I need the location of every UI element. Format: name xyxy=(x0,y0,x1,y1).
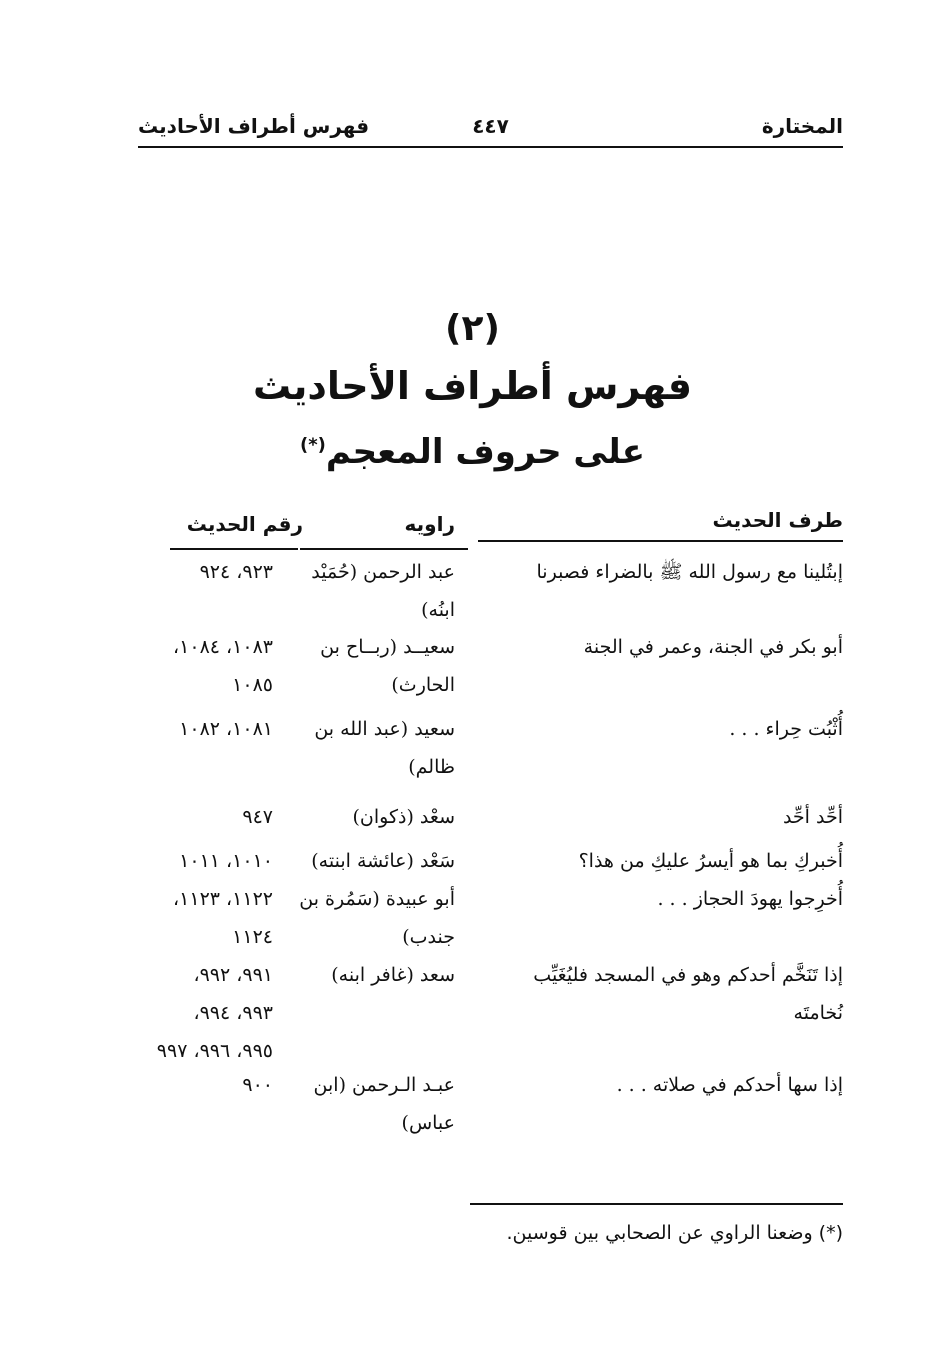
number-cell xyxy=(131,956,273,1070)
header-book-title: المختارة xyxy=(761,114,843,138)
number-cell-line: ١٠١٠، ١٠١١ xyxy=(179,850,273,872)
rawi-cell-line: عبـد الـرحمن (ابن xyxy=(313,1074,455,1096)
column-heading-rawi: راويه xyxy=(404,512,455,536)
number-cell-line: ٩٠٠ xyxy=(242,1074,273,1096)
number-cell-line: ١٠٨١، ١٠٨٢ xyxy=(179,718,273,740)
rawi-cell xyxy=(295,842,455,880)
hadith-cell-line: أُخبركِ بما هو أيسرُ عليكِ من هذا؟ xyxy=(578,850,843,872)
rawi-cell-line: ابنُه) xyxy=(421,599,455,621)
hadith-cell-line: أُثْبُت حِراء . . . xyxy=(729,718,843,740)
footnote-rule xyxy=(470,1203,843,1205)
rawi-cell-line: الحارث) xyxy=(391,674,455,696)
rawi-cell-line: أبو عبيدة (سَمُرة بن xyxy=(299,888,455,910)
hadith-cell xyxy=(493,628,843,666)
number-cell xyxy=(131,1066,273,1104)
hadith-cell xyxy=(493,956,843,1032)
number-cell-line: ١٠٨٣، ١٠٨٤، xyxy=(173,636,273,658)
rawi-cell-line: سعْد (ذكوان) xyxy=(352,806,455,828)
rawi-cell-line: سعد (غافر ابنه) xyxy=(331,964,455,986)
number-cell-line: ٩٩١، ٩٩٢، xyxy=(193,964,273,986)
number-cell-line: ١١٢٤ xyxy=(232,926,273,948)
hadith-cell-line: أُخرِجوا يهودَ الحجاز . . . xyxy=(657,888,843,910)
hadith-cell-line: إذا سها أحدكم في صلاته . . . xyxy=(616,1074,843,1096)
number-cell xyxy=(131,798,273,836)
rawi-cell xyxy=(295,798,455,836)
hadith-cell-line: إبتُلينا مع رسول الله ﷺ بالضراء فصبرنا xyxy=(536,561,843,583)
hadith-cell xyxy=(493,710,843,748)
hadith-cell xyxy=(493,553,843,591)
rawi-cell-line: جندب) xyxy=(402,926,455,948)
hadith-cell-line: نُخامتَه xyxy=(793,1002,843,1024)
hadith-cell xyxy=(493,798,843,836)
header-rule xyxy=(138,146,843,148)
page-number: ٤٤٧ xyxy=(472,114,509,138)
rawi-cell-line: عبد الرحمن (حُمَيْد xyxy=(311,561,455,583)
number-cell-line: ٩٩٥، ٩٩٦، ٩٩٧ xyxy=(156,1040,273,1062)
rawi-cell xyxy=(295,956,455,994)
number-cell xyxy=(131,628,273,704)
number-cell-line: ١٠٨٥ xyxy=(232,674,273,696)
hadith-cell xyxy=(493,880,843,918)
column-rule-number xyxy=(170,548,298,550)
column-heading-number: رقم الحديث xyxy=(186,512,303,536)
rawi-cell xyxy=(295,710,455,786)
number-cell xyxy=(131,842,273,880)
number-cell xyxy=(131,553,273,591)
rawi-cell xyxy=(295,1066,455,1142)
section-subtitle xyxy=(0,432,945,472)
hadith-cell xyxy=(493,1066,843,1104)
number-cell xyxy=(131,710,273,748)
number-cell-line: ٩٩٣، ٩٩٤، xyxy=(193,1002,273,1024)
footnote: (*) وضعنا الراوي عن الصحابي بين قوسين. xyxy=(506,1222,843,1244)
header-index-title: فهرس أطراف الأحاديث xyxy=(138,114,370,138)
footnote-marker: (*) xyxy=(300,434,326,456)
rawi-cell xyxy=(295,553,455,629)
rawi-cell-line: عباس) xyxy=(401,1112,455,1134)
rawi-cell-line: ظالم) xyxy=(408,756,455,778)
rawi-cell-line: سعيد (عبد الله بن xyxy=(314,718,455,740)
section-subtitle-text: على حروف المعجم xyxy=(325,432,645,472)
rawi-cell xyxy=(295,628,455,704)
running-header xyxy=(138,108,843,144)
hadith-cell-line: إذا تَنَخَّم أحدكم وهو في المسجد فليُغَيِّب xyxy=(533,964,843,986)
rawi-cell xyxy=(295,880,455,956)
hadith-cell xyxy=(493,842,843,880)
hadith-cell-line: أحِّد أحِّد xyxy=(782,806,843,828)
number-cell-line: ٩٢٣، ٩٢٤ xyxy=(199,561,273,583)
number-cell-line: ٩٤٧ xyxy=(242,806,273,828)
section-title: فهرس أطراف الأحاديث xyxy=(252,364,693,408)
number-cell xyxy=(131,880,273,956)
column-rule-rawi xyxy=(300,548,468,550)
section-number: (٢) xyxy=(445,308,500,349)
rawi-cell-line: سَعْد (عائشة ابنته) xyxy=(311,850,455,872)
column-rule-hadith xyxy=(478,540,843,542)
hadith-cell-line: أبو بكر في الجنة، وعمر في الجنة xyxy=(583,636,843,658)
column-heading-hadith: طرف الحديث xyxy=(712,508,843,532)
rawi-cell-line: سعيــد (ربــاح بن xyxy=(320,636,455,658)
number-cell-line: ١١٢٢، ١١٢٣، xyxy=(173,888,273,910)
